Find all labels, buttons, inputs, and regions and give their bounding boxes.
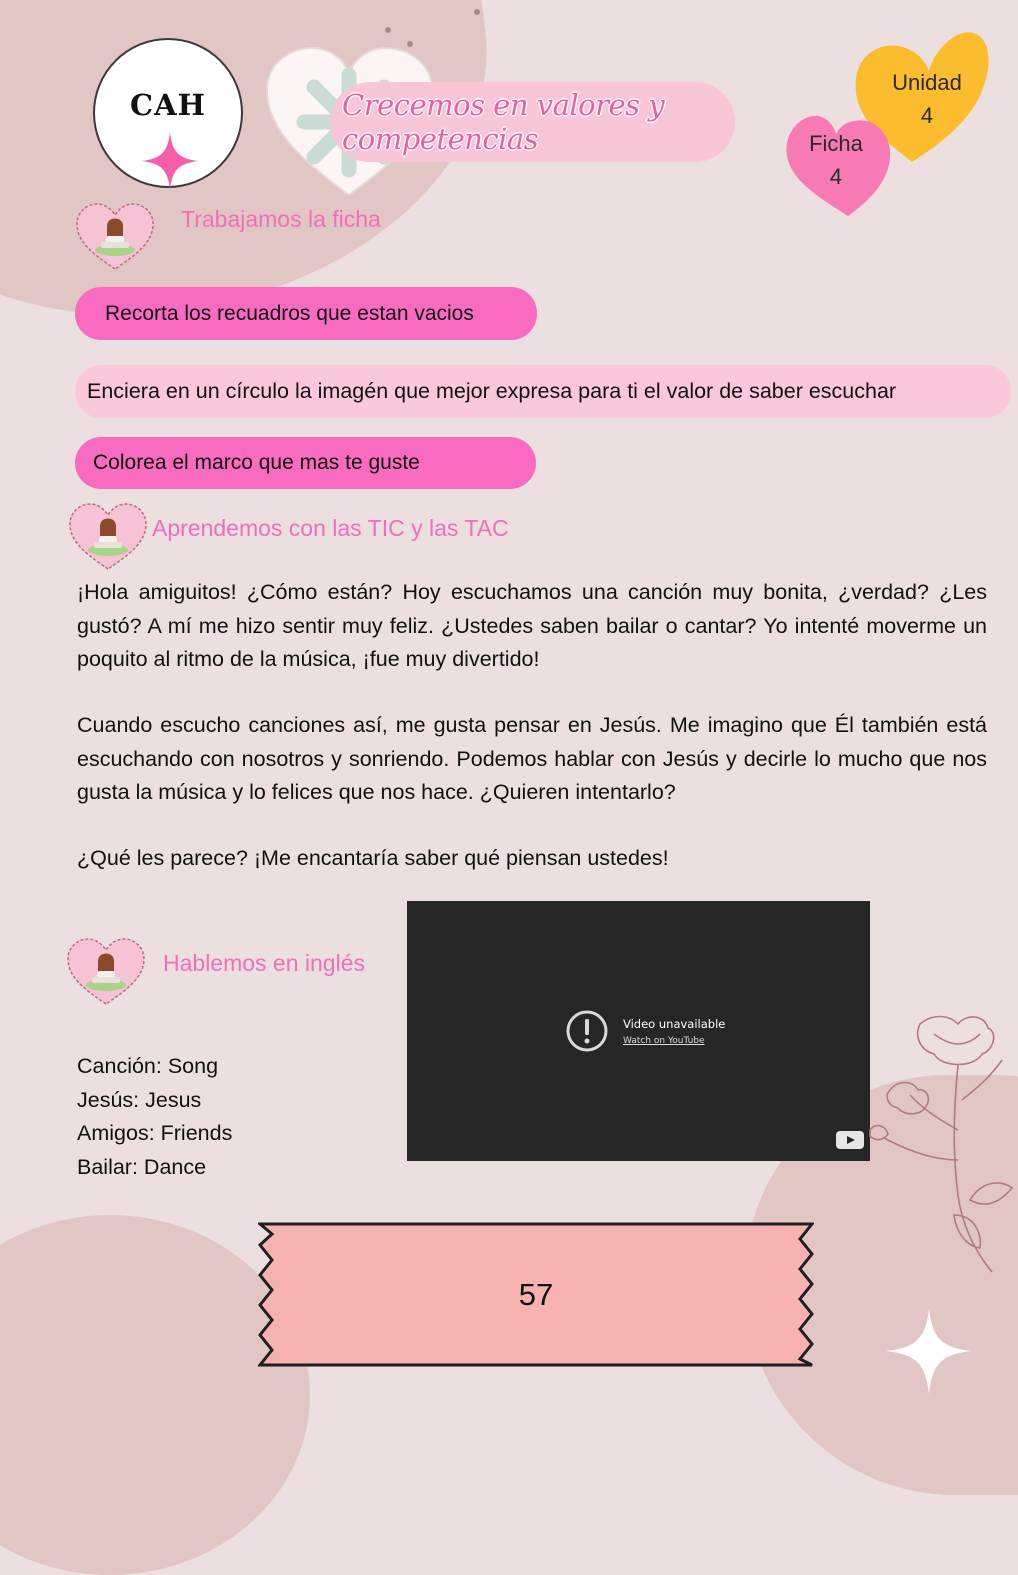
- logo-circle: [93, 38, 243, 188]
- unidad-number: 4: [920, 103, 934, 128]
- ficha-label-block: [790, 127, 882, 193]
- jesus-heart-icon: [66, 937, 146, 1007]
- unidad-label: Unidad: [892, 70, 962, 95]
- paragraph-2: Cuando escucho canciones así, me gusta pensar en Jesús. Me imagino que Él también está escuchando con nosotros y sonriendo. Podemos hablar con Jesús y decirle lo mucho que nos gusta la música y lo felices que nos hace. ¿Quieren intentarlo?: [77, 713, 987, 804]
- sparkle-icon: [141, 132, 199, 190]
- jesus-heart-icon: [75, 202, 155, 272]
- instruction-2: Enciera en un círculo la imagén que mejor expresa para ti el valor de saber escuchar: [75, 365, 1011, 418]
- logo-text: CAH: [130, 88, 206, 122]
- video-unavailable-message: [565, 1009, 725, 1053]
- vocabulary-item: Amigos: Friends: [77, 1121, 233, 1145]
- instruction-3: Colorea el marco que mas te guste: [75, 437, 536, 489]
- video-embed[interactable]: [407, 901, 870, 1161]
- ficha-number: 4: [829, 164, 843, 189]
- paragraph-3: ¿Qué les parece? ¡Me encantaría saber qué piensan ustedes!: [77, 846, 669, 870]
- instruction-1: Recorta los recuadros que estan vacios: [75, 287, 537, 340]
- youtube-icon[interactable]: [836, 1131, 864, 1149]
- watch-on-youtube-link[interactable]: Watch on YouTube: [623, 1035, 705, 1046]
- flower-line-art: [862, 1010, 1018, 1280]
- title-banner: [330, 82, 735, 162]
- sparkle-icon: [886, 1308, 972, 1394]
- ficha-label: Ficha: [809, 131, 863, 156]
- section-title-aprendemos: Aprendemos con las TIC y las TAC: [152, 515, 509, 541]
- section-title-trabajamos: Trabajamos la ficha: [181, 206, 381, 232]
- jesus-heart-icon: [68, 502, 148, 572]
- page-number: 57: [518, 1276, 554, 1312]
- page-title: Crecemos en valores y competencias: [342, 88, 665, 156]
- vocabulary-item: Canción: Song: [77, 1054, 219, 1078]
- section-title-hablemos: Hablemos en inglés: [163, 950, 366, 976]
- vocabulary-item: Jesús: Jesus: [77, 1087, 202, 1112]
- video-title: Video unavailable: [623, 1016, 726, 1031]
- alert-icon: [565, 1009, 609, 1053]
- vocabulary-item: Bailar: Dance: [77, 1154, 207, 1179]
- paragraph-1: ¡Hola amiguitos! ¿Cómo están? Hoy escuchamos una canción muy bonita, ¿verdad? ¿Les gustó? A mí me hizo sentir muy feliz. ¿Ustedes saben bailar o cantar? Yo intenté moverme un poquito al ritmo de la música, ¡fue muy divertido!: [77, 580, 987, 671]
- decorative-dots: [380, 0, 490, 50]
- vocabulary-list: [77, 1050, 232, 1184]
